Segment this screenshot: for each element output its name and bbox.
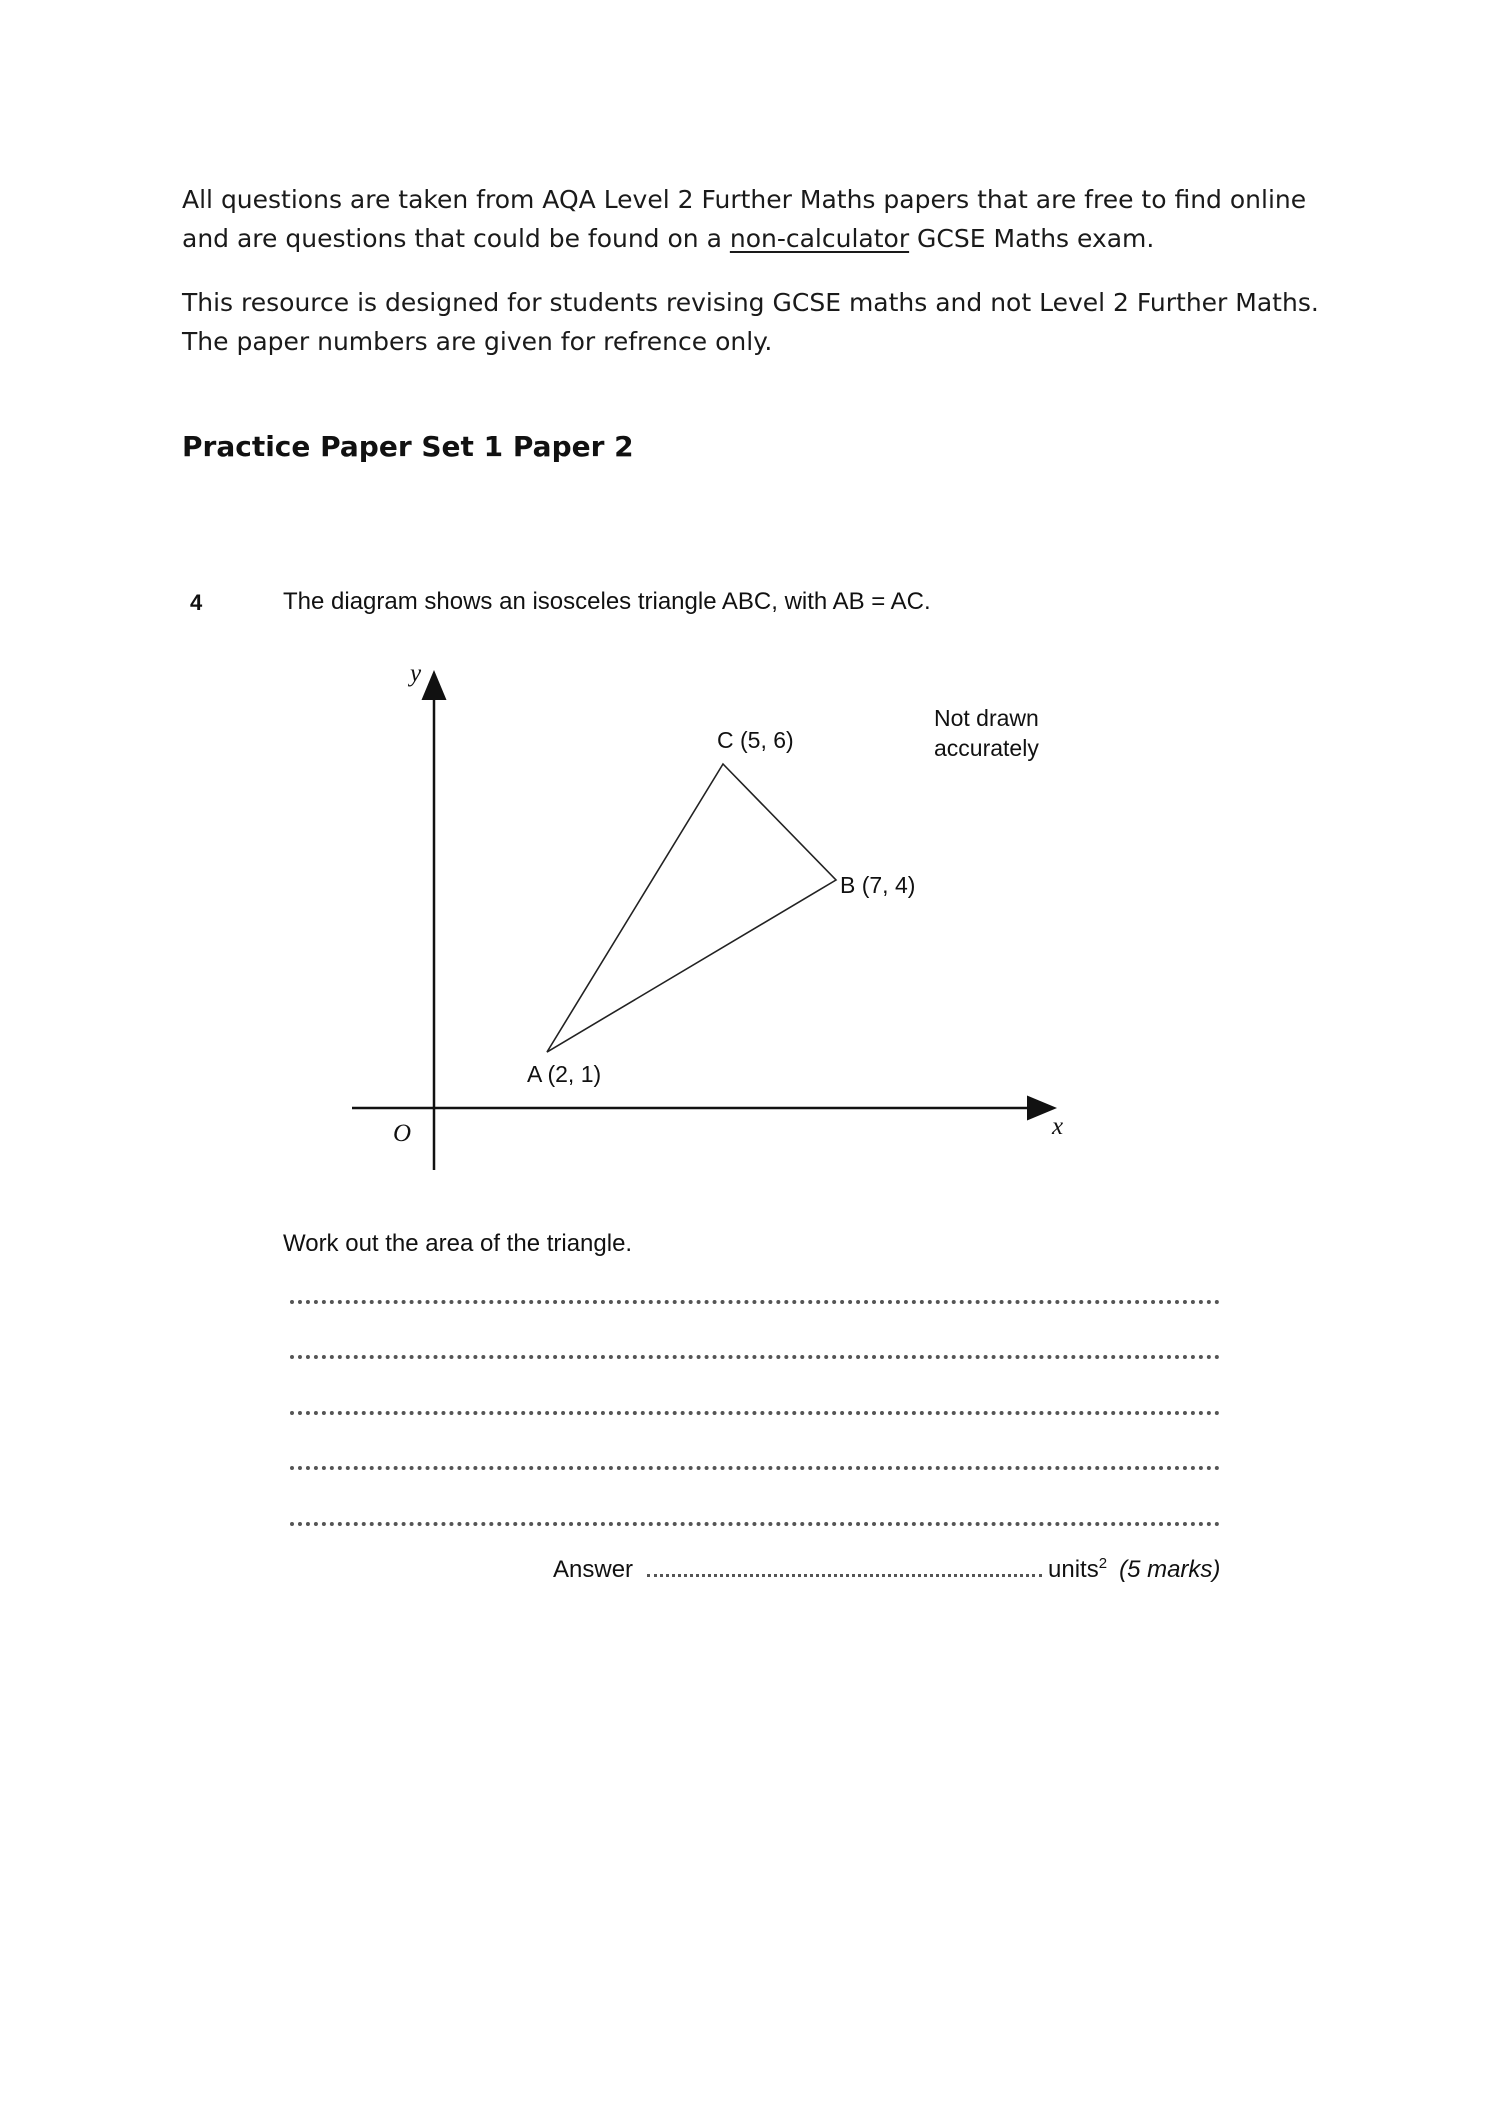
marks-label: (5 marks) xyxy=(1119,1556,1221,1583)
intro-text-start: All questions are taken from AQA Level 2 Further Maths papers that are free to find online and are questions that could be found on a xyxy=(182,185,1307,253)
y-axis-label: y xyxy=(410,660,422,687)
point-c-label: C (5, 6) xyxy=(717,727,794,753)
units-label: units$^2$ xyxy=(1048,1555,1108,1583)
working-line-2 xyxy=(290,1355,1220,1359)
not-drawn-note-line2: accurately xyxy=(934,735,1039,761)
x-axis-label: x xyxy=(1052,1113,1064,1140)
section-title: Practice Paper Set 1 Paper 2 xyxy=(182,430,634,463)
working-line-5 xyxy=(290,1522,1220,1526)
not-drawn-note-line1: Not drawn xyxy=(934,705,1039,731)
working-line-4 xyxy=(290,1466,1220,1470)
answer-row xyxy=(553,1555,1223,1584)
units-power: 2 xyxy=(1098,1555,1108,1572)
working-line-3 xyxy=(290,1411,1220,1415)
intro-underlined-term: non-calculator xyxy=(729,224,910,253)
origin-label: O xyxy=(393,1120,412,1147)
answer-label: Answer xyxy=(553,1556,634,1583)
triangle-abc xyxy=(547,764,836,1052)
question-text: The diagram shows an isosceles triangle ABC, with AB = AC. xyxy=(283,588,931,615)
question-instruction: Work out the area of the triangle. xyxy=(283,1230,633,1257)
point-b-label: B (7, 4) xyxy=(840,872,916,898)
intro-text-2: This resource is designed for students revising GCSE maths and not Level 2 Further Maths. The paper numbers are given for refrence only. xyxy=(182,288,1319,356)
answer-field[interactable] xyxy=(647,1574,1042,1577)
question-number: 4 xyxy=(190,590,203,615)
working-line-1 xyxy=(290,1300,1220,1304)
point-a-label: A (2, 1) xyxy=(527,1061,602,1087)
intro-text-end: GCSE Maths exam. xyxy=(909,224,1155,253)
